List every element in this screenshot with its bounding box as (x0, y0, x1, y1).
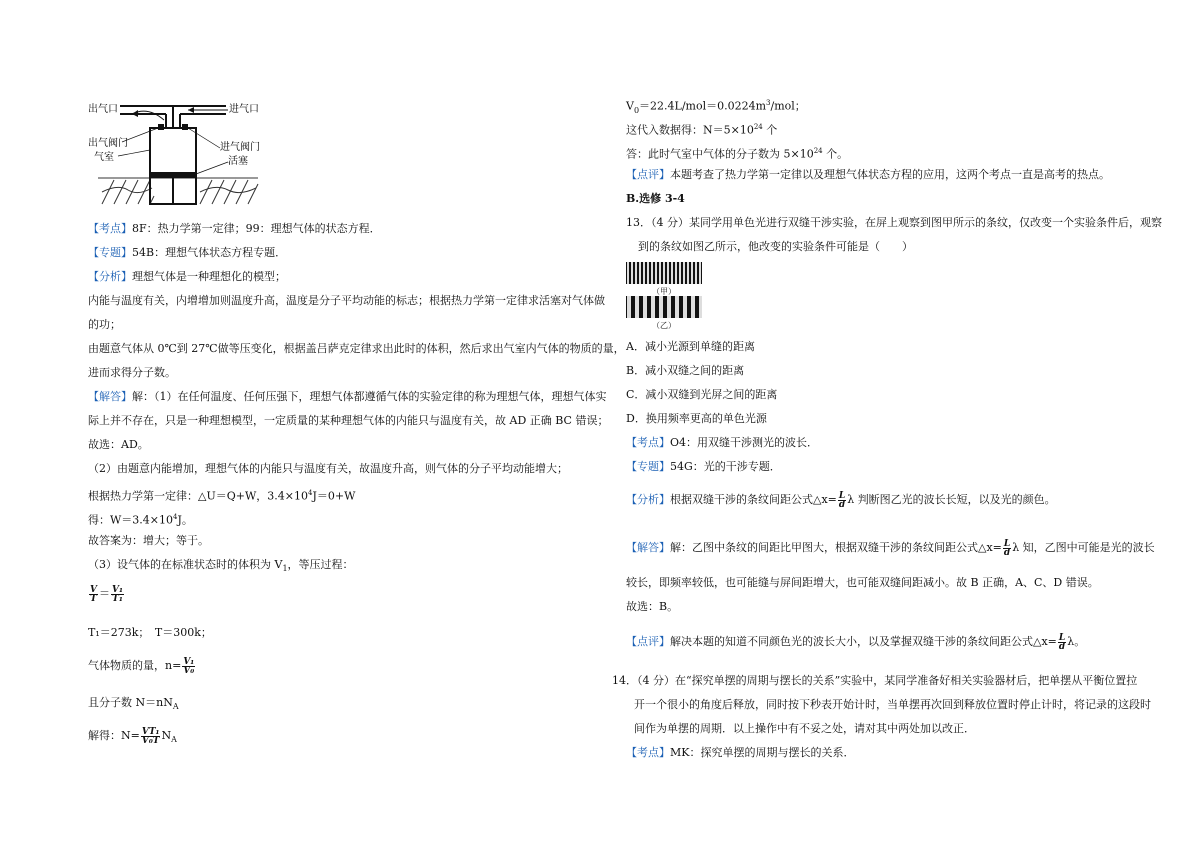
fringe-stripe (627, 262, 629, 284)
piston-label: 活塞 (228, 156, 248, 167)
option-b: B．减小双缝之间的距离 (626, 364, 745, 377)
fig-caption-yi: （乙） (652, 321, 676, 330)
fringe-stripe (667, 296, 671, 318)
moles-line: 气体物质的量，n= $\frac{\text{V₁}}{\text{V₀}}$ (88, 656, 195, 676)
fraction: $\frac{L}{d}$ (838, 490, 846, 510)
q13-line: 到的条纹如图乙所示，他改变的实验条件可能是（ ） (638, 240, 913, 253)
equation-gay-lussac: $\frac{V}{T}$ ＝ $\frac{\text{V₁}}{\text{T₁}}$ (90, 584, 123, 604)
outlet-valve-label: 出气阀门 (88, 138, 128, 149)
fringe-stripe (635, 262, 637, 284)
solution-line: （2）由题意内能增加，理想气体的内能只与温度有关，故温度升高，则气体的分子平均动能增大； (88, 462, 568, 475)
dianping-line: 【点评】本题考查了热力学第一定律以及理想气体状态方程的应用，这两个考点一直是高考的热点。 (626, 168, 1110, 181)
jieda-line: 较长，即频率较低，也可能缝与屏间距增大，也可能双缝间距减小。故 B 正确，A、C、D 错误。 (626, 576, 1099, 589)
inlet-label: 进气口 (229, 104, 259, 115)
analysis-line: 进而求得分子数。 (88, 366, 176, 379)
fringe-stripe (631, 262, 633, 284)
fringe-stripe (667, 262, 669, 284)
chamber-label: 气室 (94, 152, 114, 163)
fenxi-line: 【分析】根据双缝干涉的条纹间距公式△x= $\frac{L}{d}$ λ 判断图乙光的波长长短，以及光的颜色。 (626, 490, 1056, 510)
fringe-stripe (675, 262, 677, 284)
fig-caption-jia: （甲） (652, 287, 676, 296)
jieda-line: 故选：B。 (626, 600, 679, 613)
analysis-line: 内能与温度有关，内增增加则温度升高，温度是分子平均动能的标志；根据热力学第一定律求活塞对气体做 (88, 294, 605, 307)
option-a: A．减小光源到单缝的距离 (626, 340, 755, 353)
fringe-stripe (639, 262, 641, 284)
kaodian-text: 8F：热力学第一定律；99：理想气体的状态方程． (132, 222, 381, 235)
zhuanti-tag: 【专题】 (88, 246, 132, 259)
fringe-stripe (663, 262, 665, 284)
kaodian-line: 【考点】MK：探究单摆的周期与摆长的关系． (626, 746, 855, 759)
result-w-line: 得：$W=3.4\times 10^4J$。 (88, 513, 193, 527)
fringe-stripe (647, 262, 649, 284)
q14-line: 开一个很小的角度后释放，同时按下秒表开始计时，当单摆再次回到释放位置时停止计时，将记录的这段时 (634, 698, 1151, 711)
fringe-stripe (699, 296, 702, 318)
q13-line: 13．（4 分）某同学用单色光进行双缝干涉实验，在屏上观察到图甲所示的条纹，仅改变一个实验条件后，观察 (626, 216, 1162, 229)
jieda-text: 解：（1）在任何温度、任何压强下，理想气体都遵循气体的实验定律的称为理想气体，理想气体实 (132, 390, 607, 403)
fringe-stripe (659, 262, 661, 284)
section-heading: B.选修 3-4 (626, 192, 685, 205)
v0-line: $V_0=22.4L/mol=0.0224m^3$/mol； (626, 99, 806, 115)
fringe-stripe (659, 296, 663, 318)
kaodian-tag: 【考点】 (88, 222, 132, 235)
fenxi-tag: 【分析】 (88, 270, 132, 283)
fringe-stripe (635, 296, 639, 318)
zhuanti-line (88, 246, 286, 260)
fringe-stripe (651, 262, 653, 284)
zhuanti-text: 54B：理想气体状态方程专题． (132, 246, 287, 259)
option-c: C．减小双缝到光屏之间的距离 (626, 388, 778, 401)
answer-line: 故答案为：增大；等于。 (88, 534, 209, 547)
option-d: D．换用频率更高的单色光源 (626, 412, 767, 425)
fraction: $\frac{\text{V₁}}{\text{V₀}}$ (183, 656, 195, 676)
dianping-line: 【点评】解决本题的知道不同颜色光的波长大小，以及掌握双缝干涉的条纹间距公式△x= $\frac{L}{d}$ λ。 (626, 632, 1086, 652)
molecules-line: 且分子数 $N=nN_A$ (88, 696, 179, 712)
fringe-stripe (643, 296, 647, 318)
outlet-label: 出气口 (88, 104, 118, 115)
fringe-stripe (683, 262, 685, 284)
fringe-figure-jia (626, 262, 702, 284)
fringe-stripe (695, 262, 697, 284)
kaodian-line (88, 222, 381, 236)
solution-line: 际上并不存在，只是一种理想模型，一定质量的某种理想气体的内能只与温度有关，故 AD 正确 BC 错误； (88, 414, 609, 427)
part3-line: （3）设气体的在标准状态时的体积为 $V_1$，等压过程： (88, 558, 354, 574)
first-law-line: 根据热力学第一定律：△U＝Q+W，$3.4\times 10^4J=0+W$ (88, 489, 356, 503)
fringe-stripe (679, 262, 681, 284)
fringe-stripe (691, 262, 693, 284)
fringe-stripe (651, 296, 655, 318)
fraction: $\frac{\text{VT₁}}{\text{V₀T}}$ (141, 726, 160, 746)
fringe-stripe (643, 262, 645, 284)
substitute-line: 这代入数据得：$N=5\times 10^{24}$ 个 (626, 123, 778, 137)
fraction: $\frac{L}{d}$ (1058, 632, 1066, 652)
jieda-line (88, 390, 607, 404)
fringe-stripe (675, 296, 679, 318)
q14-line: 间作为单摆的周期．以上操作中有不妥之处，请对其中两处加以改正． (634, 722, 975, 735)
fraction: $\frac{L}{d}$ (1003, 538, 1011, 558)
conclusion-line: 答：此时气室中气体的分子数为 $5\times 10^{24}$ 个。 (626, 147, 849, 161)
fraction: $\frac{V}{T}$ (90, 584, 97, 604)
fringe-stripe (627, 296, 631, 318)
fringe-stripe (683, 296, 687, 318)
temps-line: T₁＝273k； T＝300k； (88, 626, 212, 639)
solve-line: 解得：N= $\frac{\text{VT₁}}{\text{V₀T}}$ $N_A$ (88, 726, 177, 746)
fraction: $\frac{\text{V₁}}{\text{T₁}}$ (111, 584, 123, 604)
fringe-stripe (687, 262, 689, 284)
jieda-tag: 【解答】 (88, 390, 132, 403)
solution-line: 故选：AD。 (88, 438, 149, 451)
fringe-stripe (671, 262, 673, 284)
fenxi-text: 理想气体是一种理想化的模型； (132, 270, 286, 283)
q14-line: 14．（4 分）在“探究单摆的周期与摆长的关系”实验中，某同学准备好相关实验器材后，把单摆从平衡位置拉 (612, 674, 1138, 687)
analysis-line: 由题意气体从 0℃到 27℃做等压变化，根据盖吕萨克定律求出此时的体积，然后求出气室内气体的物质的量， (88, 342, 625, 355)
fringe-stripe (699, 262, 701, 284)
fringe-figure-yi (626, 296, 702, 318)
fenxi-line (88, 270, 286, 284)
fringe-stripe (691, 296, 695, 318)
gas-chamber-figure (88, 100, 288, 208)
jieda-line: 【解答】解：乙图中条纹的间距比甲图大，根据双缝干涉的条纹间距公式△x= $\frac{L}{d}$ λ 知，乙图中可能是光的波长 (626, 538, 1155, 558)
analysis-line: 的功； (88, 318, 121, 331)
kaodian-line: 【考点】O4：用双缝干涉测光的波长． (626, 436, 819, 449)
inlet-valve-label: 进气阀门 (220, 142, 260, 153)
zhuanti-line: 【专题】54G：光的干涉专题． (626, 460, 781, 473)
fringe-stripe (655, 262, 657, 284)
